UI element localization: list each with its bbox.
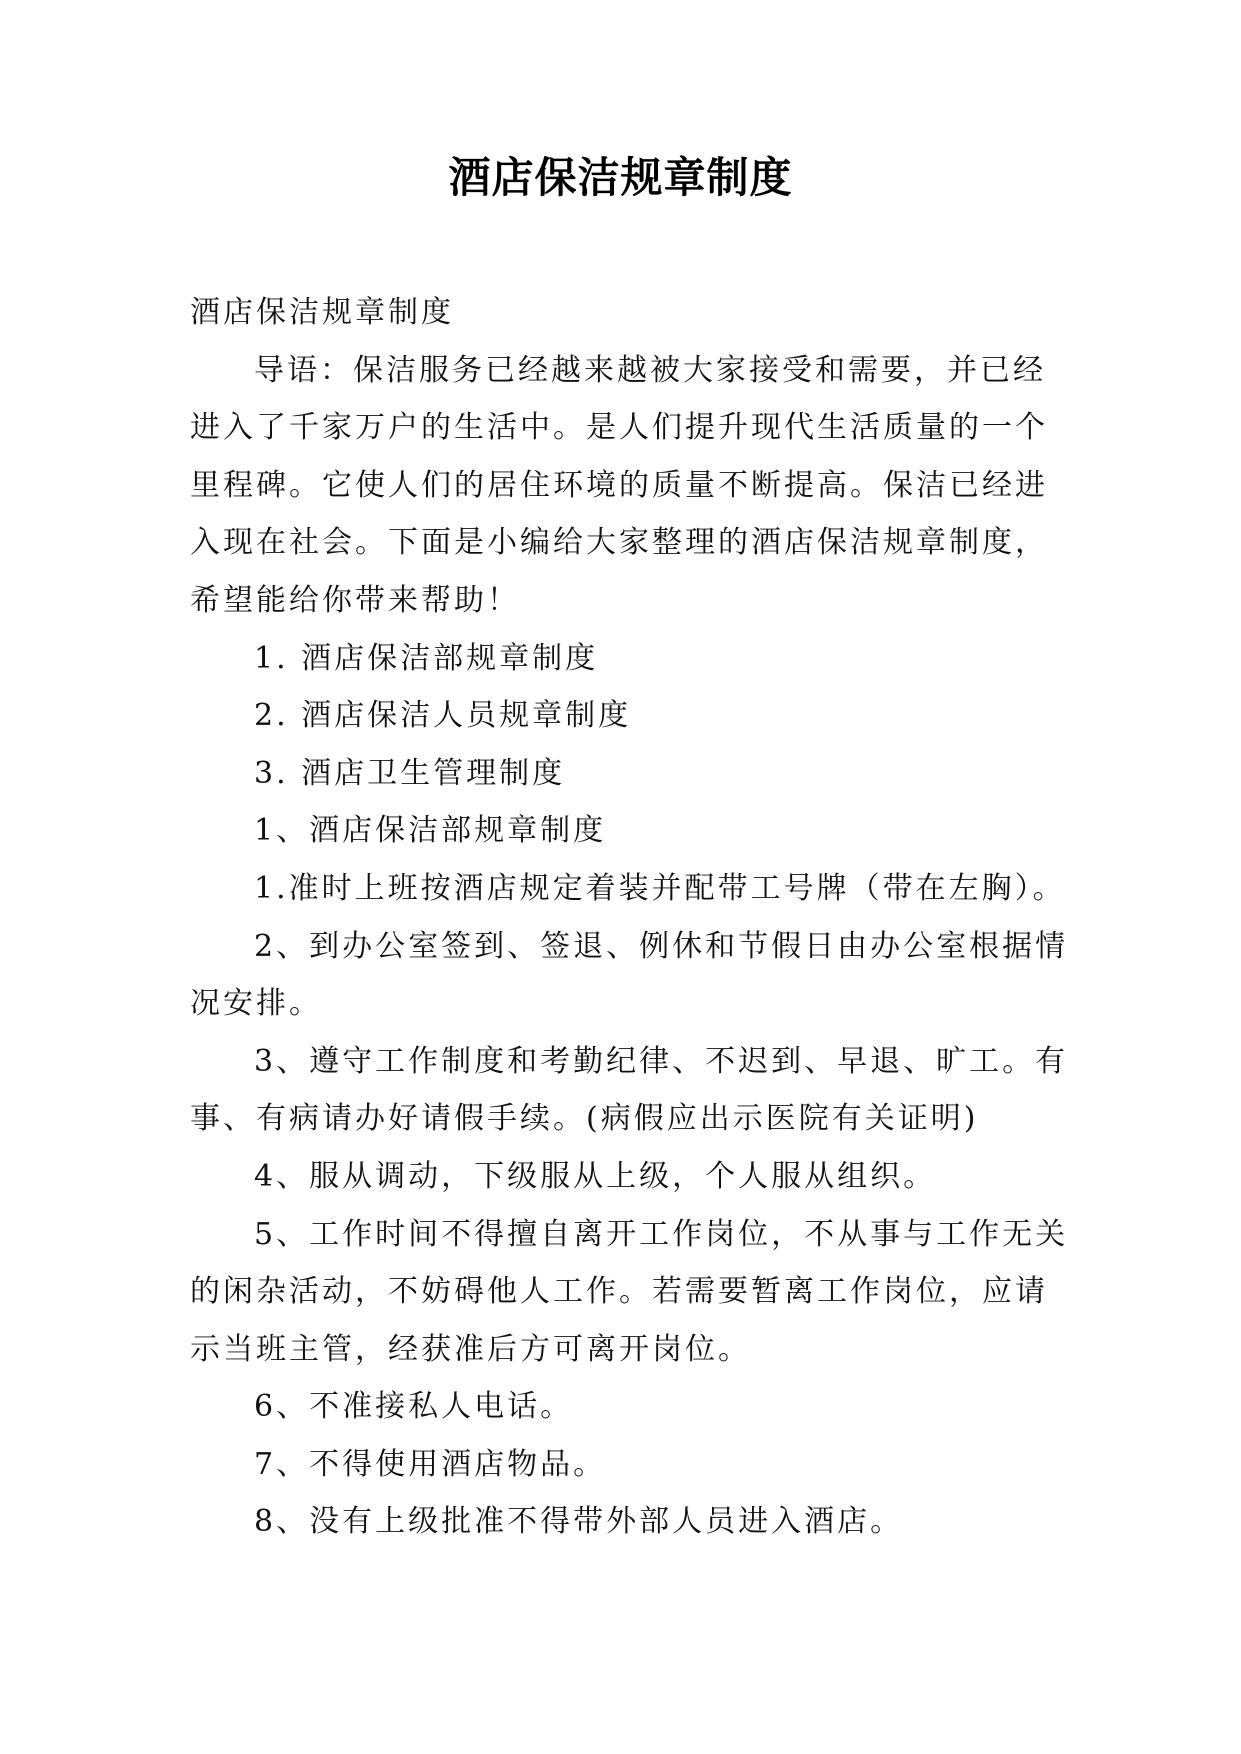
paragraph-intro: 导语：保洁服务已经越来越被大家接受和需要，并已经进入了千家万户的生活中。是人们提升现代生活质量的一个里程碑。它使人们的居住环境的质量不断提高。保洁已经进入现在社会。下面是小编给大家整理的酒店保洁规章制度，希望能给你带来帮助！ (190, 352, 1048, 618)
rule-5: 5、工作时间不得擅自离开工作岗位，不从事与工作无关的闲杂活动，不妨碍他人工作。若需要暂离工作岗位，应请示当班主管，经获准后方可离开岗位。 (190, 1216, 1069, 1367)
toc-item-3: 3. 酒店卫生管理制度 (254, 755, 566, 791)
document-body (190, 284, 1070, 1551)
rule-4: 4、服从调动，下级服从上级，个人服从组织。 (254, 1158, 937, 1194)
section-heading: 1、酒店保洁部规章制度 (254, 813, 607, 849)
toc-item-2: 2. 酒店保洁人员规章制度 (254, 698, 632, 734)
rule-3: 3、遵守工作制度和考勤纪律、不迟到、早退、旷工。有事、有病请办好请假手续。(病假应出示医院有关证明) (190, 1043, 1069, 1137)
toc-item-1: 1. 酒店保洁部规章制度 (254, 640, 599, 676)
rule-6: 6、不准接私人电话。 (254, 1389, 574, 1425)
rule-2: 2、到办公室签到、签退、例休和节假日由办公室根据情况安排。 (190, 928, 1069, 1022)
rule-7: 7、不得使用酒店物品。 (254, 1446, 607, 1482)
document-title: 酒店保洁规章制度 (448, 153, 793, 202)
paragraph-subtitle: 酒店保洁规章制度 (190, 295, 454, 330)
rule-8: 8、没有上级批准不得带外部人员进入酒店。 (254, 1504, 904, 1540)
rule-1: 1.准时上班按酒店规定着装并配带工号牌（带在左胸）。 (254, 870, 1066, 906)
